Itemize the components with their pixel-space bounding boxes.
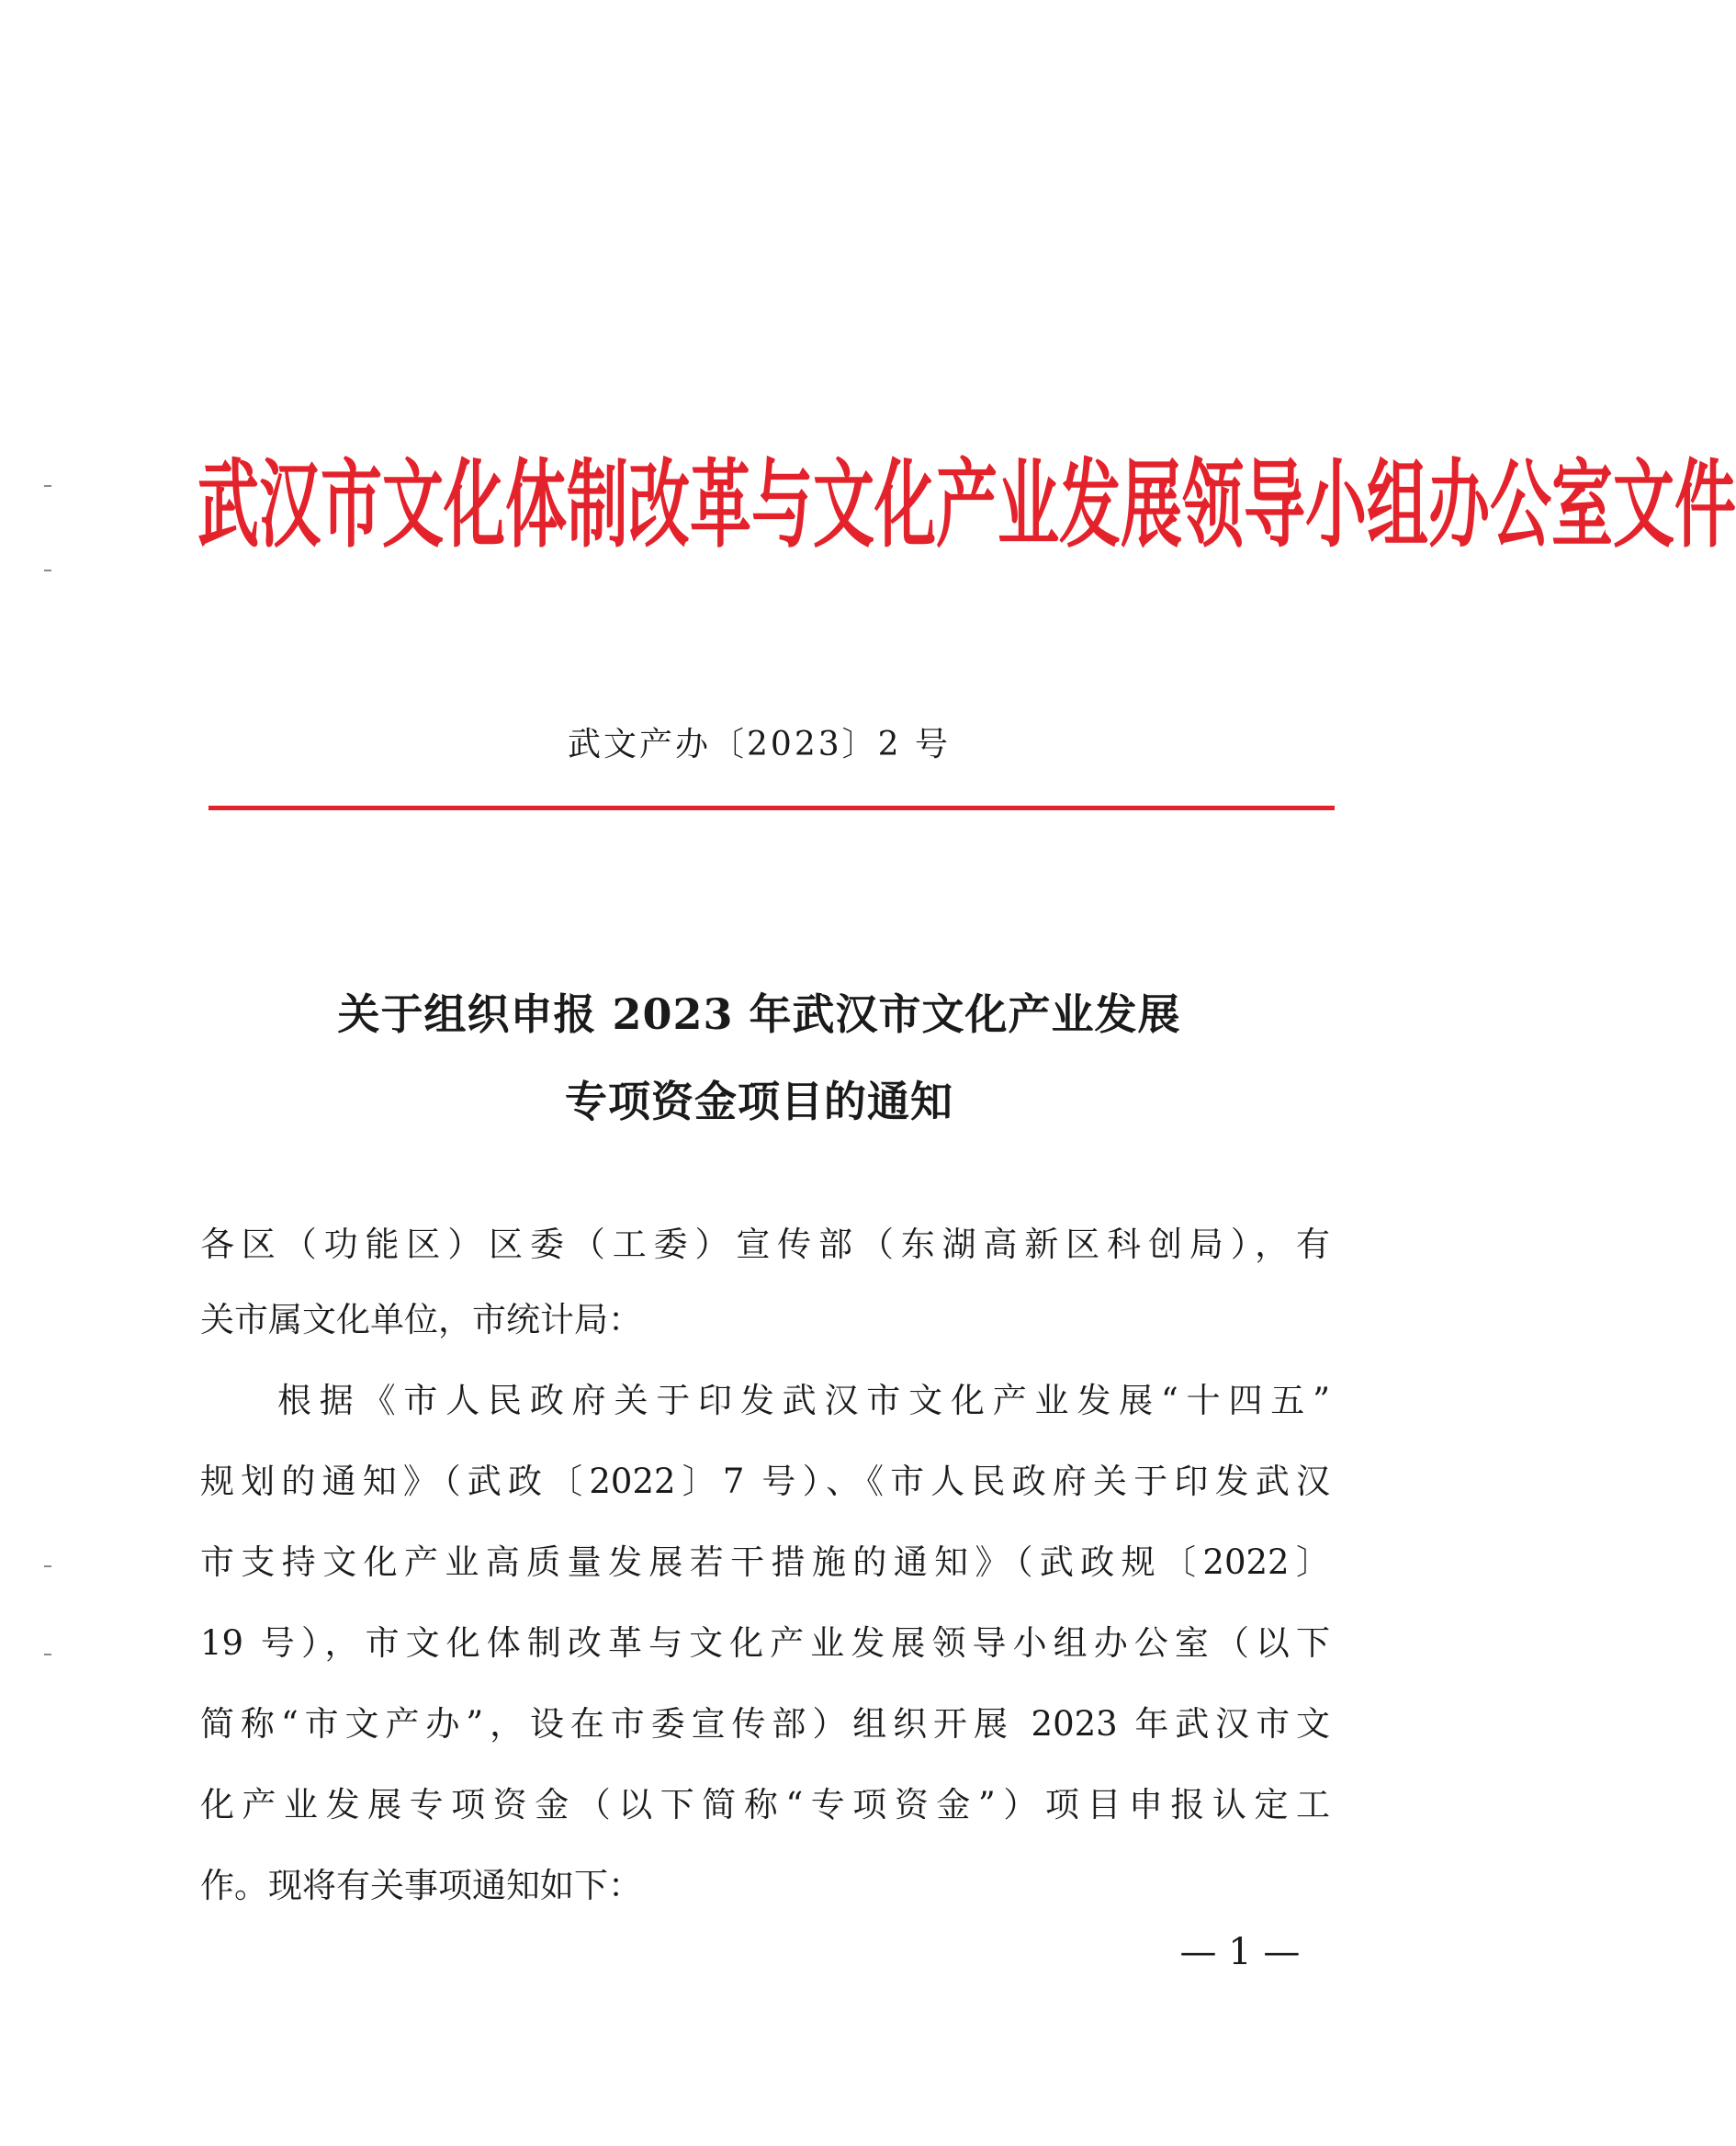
binding-mark [44, 570, 51, 571]
body-line: 作。现将有关事项通知如下： [200, 1866, 642, 1905]
body-line: 19 号），市文化体制改革与文化产业发展领导小组办公室（以下 [200, 1623, 1330, 1663]
body-line: 各区（功能区）区委（工委）宣传部（东湖高新区科创局），有 [200, 1225, 1330, 1264]
body-line: 规划的通知》（武政〔2022〕7 号）、《市人民政府关于印发武汉 [200, 1462, 1330, 1501]
document-title-line-2: 专项资金项目的通知 [565, 1077, 953, 1126]
document-title-line-1: 关于组织申报 2023 年武汉市文化产业发展 [337, 989, 1181, 1039]
body-line: 市支持文化产业高质量发展若干措施的通知》（武政规〔2022〕 [200, 1542, 1330, 1582]
issuer-header: 武汉市文化体制改革与文化产业发展领导小组办公室文件 [197, 449, 1736, 561]
binding-mark [44, 1565, 51, 1567]
binding-mark [44, 485, 51, 487]
body-line: 根据《市人民政府关于印发武汉市文化产业发展“十四五” [277, 1381, 1330, 1420]
body-line: 关市属文化单位，市统计局： [200, 1300, 642, 1339]
document-number: 武文产办〔2023〕2 号 [568, 726, 951, 763]
page-number: — 1 — [1179, 1931, 1301, 1973]
body-line: 简称“市文产办”，设在市委宣传部）组织开展 2023 年武汉市文 [200, 1704, 1330, 1744]
red-divider [209, 806, 1335, 810]
body-line: 化产业发展专项资金（以下简称“专项资金”）项目申报认定工 [200, 1785, 1330, 1824]
binding-mark [44, 1654, 51, 1655]
